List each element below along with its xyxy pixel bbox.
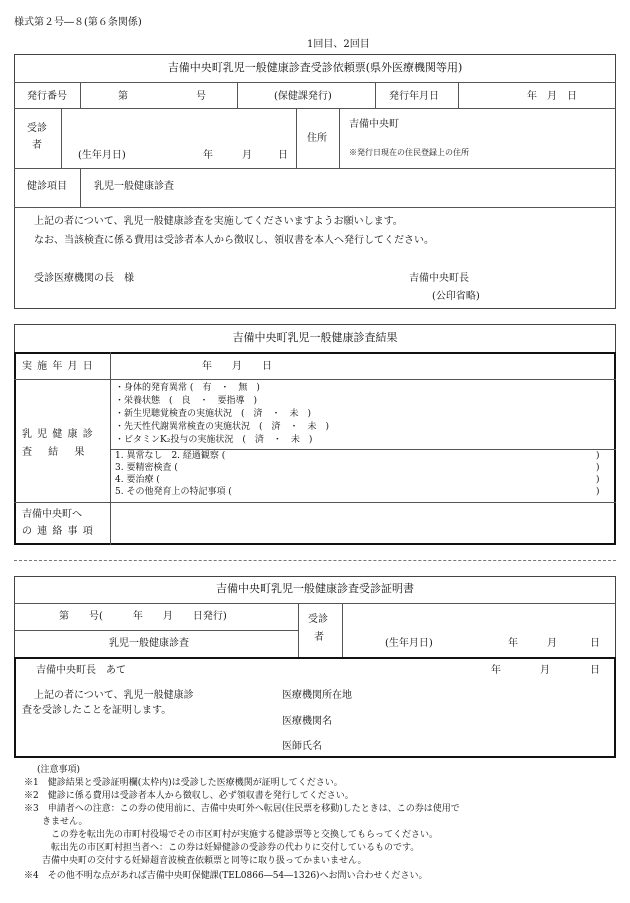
birth-year: 年: [203, 150, 213, 161]
certificate-number-line: 第 号( 年 月 日発行): [59, 611, 227, 622]
certificate-birth-month: 月: [547, 638, 557, 649]
address-note: ※発行日現在の住民登録上の住所: [349, 148, 469, 157]
outcome-item: 5. その他発育上の特記事項 (: [115, 487, 232, 497]
note-item: ※2 健診に係る費用は受診者本人から徴収し、必ず領収書を発行してください。: [24, 791, 354, 801]
certificate-birth-label: (生年月日): [385, 638, 433, 649]
note-item: ※3 申請者への注意：この券の使用前に、吉備中央町外へ転居(住民票を移動)したときは、この券は使用で: [24, 804, 460, 814]
form-number: 様式第２号―８(第６条関係): [14, 17, 142, 28]
certificate-birth-year: 年: [508, 638, 518, 649]
exam-item-label: 健診項目: [27, 181, 67, 192]
contact-label-2: の 連 絡 事 項: [22, 526, 94, 537]
certificate-examinee-label: 受診: [308, 614, 328, 625]
exam-item-value: 乳児一般健康診査: [94, 181, 174, 192]
request-body-line-2: なお、当該検査に係る費用は受診者本人から徴収し、領収書を本人へ発行してください。: [34, 235, 434, 246]
addressee: 受診医療機関の長 様: [34, 273, 134, 284]
certificate-title: 吉備中央町乳児一般健康診査受診証明書: [216, 582, 414, 595]
exam-result-label: 乳 児 健 康 診: [22, 429, 94, 440]
doctor-name-label: 医師氏名: [282, 741, 322, 752]
certificate-date-month: 月: [540, 665, 550, 676]
issue-date-label: 発行年月日: [389, 91, 439, 102]
note-item: ※1 健診結果と受診証明欄(太枠内)は受診した医療機関が証明してください。: [24, 778, 343, 788]
issue-number-go: 号: [196, 91, 206, 102]
examinee-label: 受診: [27, 123, 47, 134]
notes-heading: (注意事項): [37, 765, 81, 775]
certificate-exam-name: 乳児一般健康診査: [109, 638, 189, 649]
seal-note: (公印省略): [432, 291, 480, 302]
check-item: ・先天性代謝異常検査の実施状況 ( 済 ・ 未 ): [115, 422, 330, 432]
certificate-date-day: 日: [590, 665, 600, 676]
certificate-date-year: 年: [491, 665, 501, 676]
note-item: 転出先の市区町村担当者へ：この券は妊婦健診の受診券の代わりに交付しているものです。: [24, 843, 420, 853]
clinic-name-label: 医療機関名: [282, 716, 332, 727]
result-title: 吉備中央町乳児一般健康診査結果: [232, 331, 398, 344]
result-date-label: 実 施 年 月 日: [22, 361, 94, 372]
certificate-birth-day: 日: [590, 638, 600, 649]
request-body-line-1: 上記の者について、乳児一般健康診査を実施してくださいますようお願いします。: [34, 216, 403, 227]
check-item: ・身体的発育異常 ( 有 ・ 無 ): [115, 383, 260, 393]
contact-label: 吉備中央町へ: [22, 509, 82, 520]
address-label: 住所: [307, 133, 327, 144]
issue-number-dai: 第: [118, 91, 128, 102]
outcome-item: 1. 異常なし 2. 経過観察 (: [115, 451, 226, 461]
note-item: ※4 その他不明な点があれば吉備中央町保健課(TEL0866―54―1326)へお問い合わせください。: [24, 871, 428, 881]
certificate-examinee-label-2: 者: [314, 632, 324, 643]
issue-date-value: 年 月 日: [527, 91, 577, 102]
close-paren: ): [596, 475, 600, 485]
request-title: 吉備中央町乳児一般健康診査受診依頼票(県外医療機関等用): [167, 61, 463, 74]
close-paren: ): [596, 451, 600, 461]
examinee-label-2: 者: [32, 140, 42, 151]
birth-label: (生年月日): [78, 150, 126, 161]
outcome-item: 4. 要治療 (: [115, 475, 160, 485]
note-item: この券を転出先の市町村役場でその市区町村が実施する健診票等と交換してもらってください。: [24, 830, 439, 840]
issuer: (保健課発行): [274, 91, 332, 102]
birth-day: 日: [278, 150, 288, 161]
outcome-item: 3. 要精密検査 (: [115, 463, 178, 473]
exam-result-label-2: 査 結 果: [22, 447, 86, 458]
check-item: ・ビタミンK₂投与の実施状況 ( 済 ・ 未 ): [115, 435, 313, 445]
certificate-to-label: 吉備中央町長 あて: [36, 665, 126, 676]
address-value: 吉備中央町: [349, 119, 399, 130]
close-paren: ): [596, 463, 600, 473]
clinic-address-label: 医療機関所在地: [282, 690, 352, 701]
certificate-statement: 上記の者について、乳児一般健康診: [34, 690, 194, 701]
result-date-value: 年 月 日: [202, 361, 272, 372]
visit-label: 1回目、2回目: [307, 39, 370, 50]
check-item: ・栄養状態 ( 良 ・ 要指導 ): [115, 396, 258, 406]
certificate-statement-2: 査を受診したことを証明します。: [22, 705, 172, 716]
sender: 吉備中央町長: [409, 273, 469, 284]
close-paren: ): [596, 487, 600, 497]
check-item: ・新生児聴覚検査の実施状況 ( 済 ・ 未 ): [115, 409, 312, 419]
birth-month: 月: [242, 150, 252, 161]
note-item: きません。: [24, 817, 88, 827]
issue-number-label: 発行番号: [27, 91, 67, 102]
note-item: 吉備中央町の交付する妊婦超音波検査依頼票と同等に取り扱ってかまいません。: [24, 856, 367, 866]
cut-line: [14, 560, 616, 561]
